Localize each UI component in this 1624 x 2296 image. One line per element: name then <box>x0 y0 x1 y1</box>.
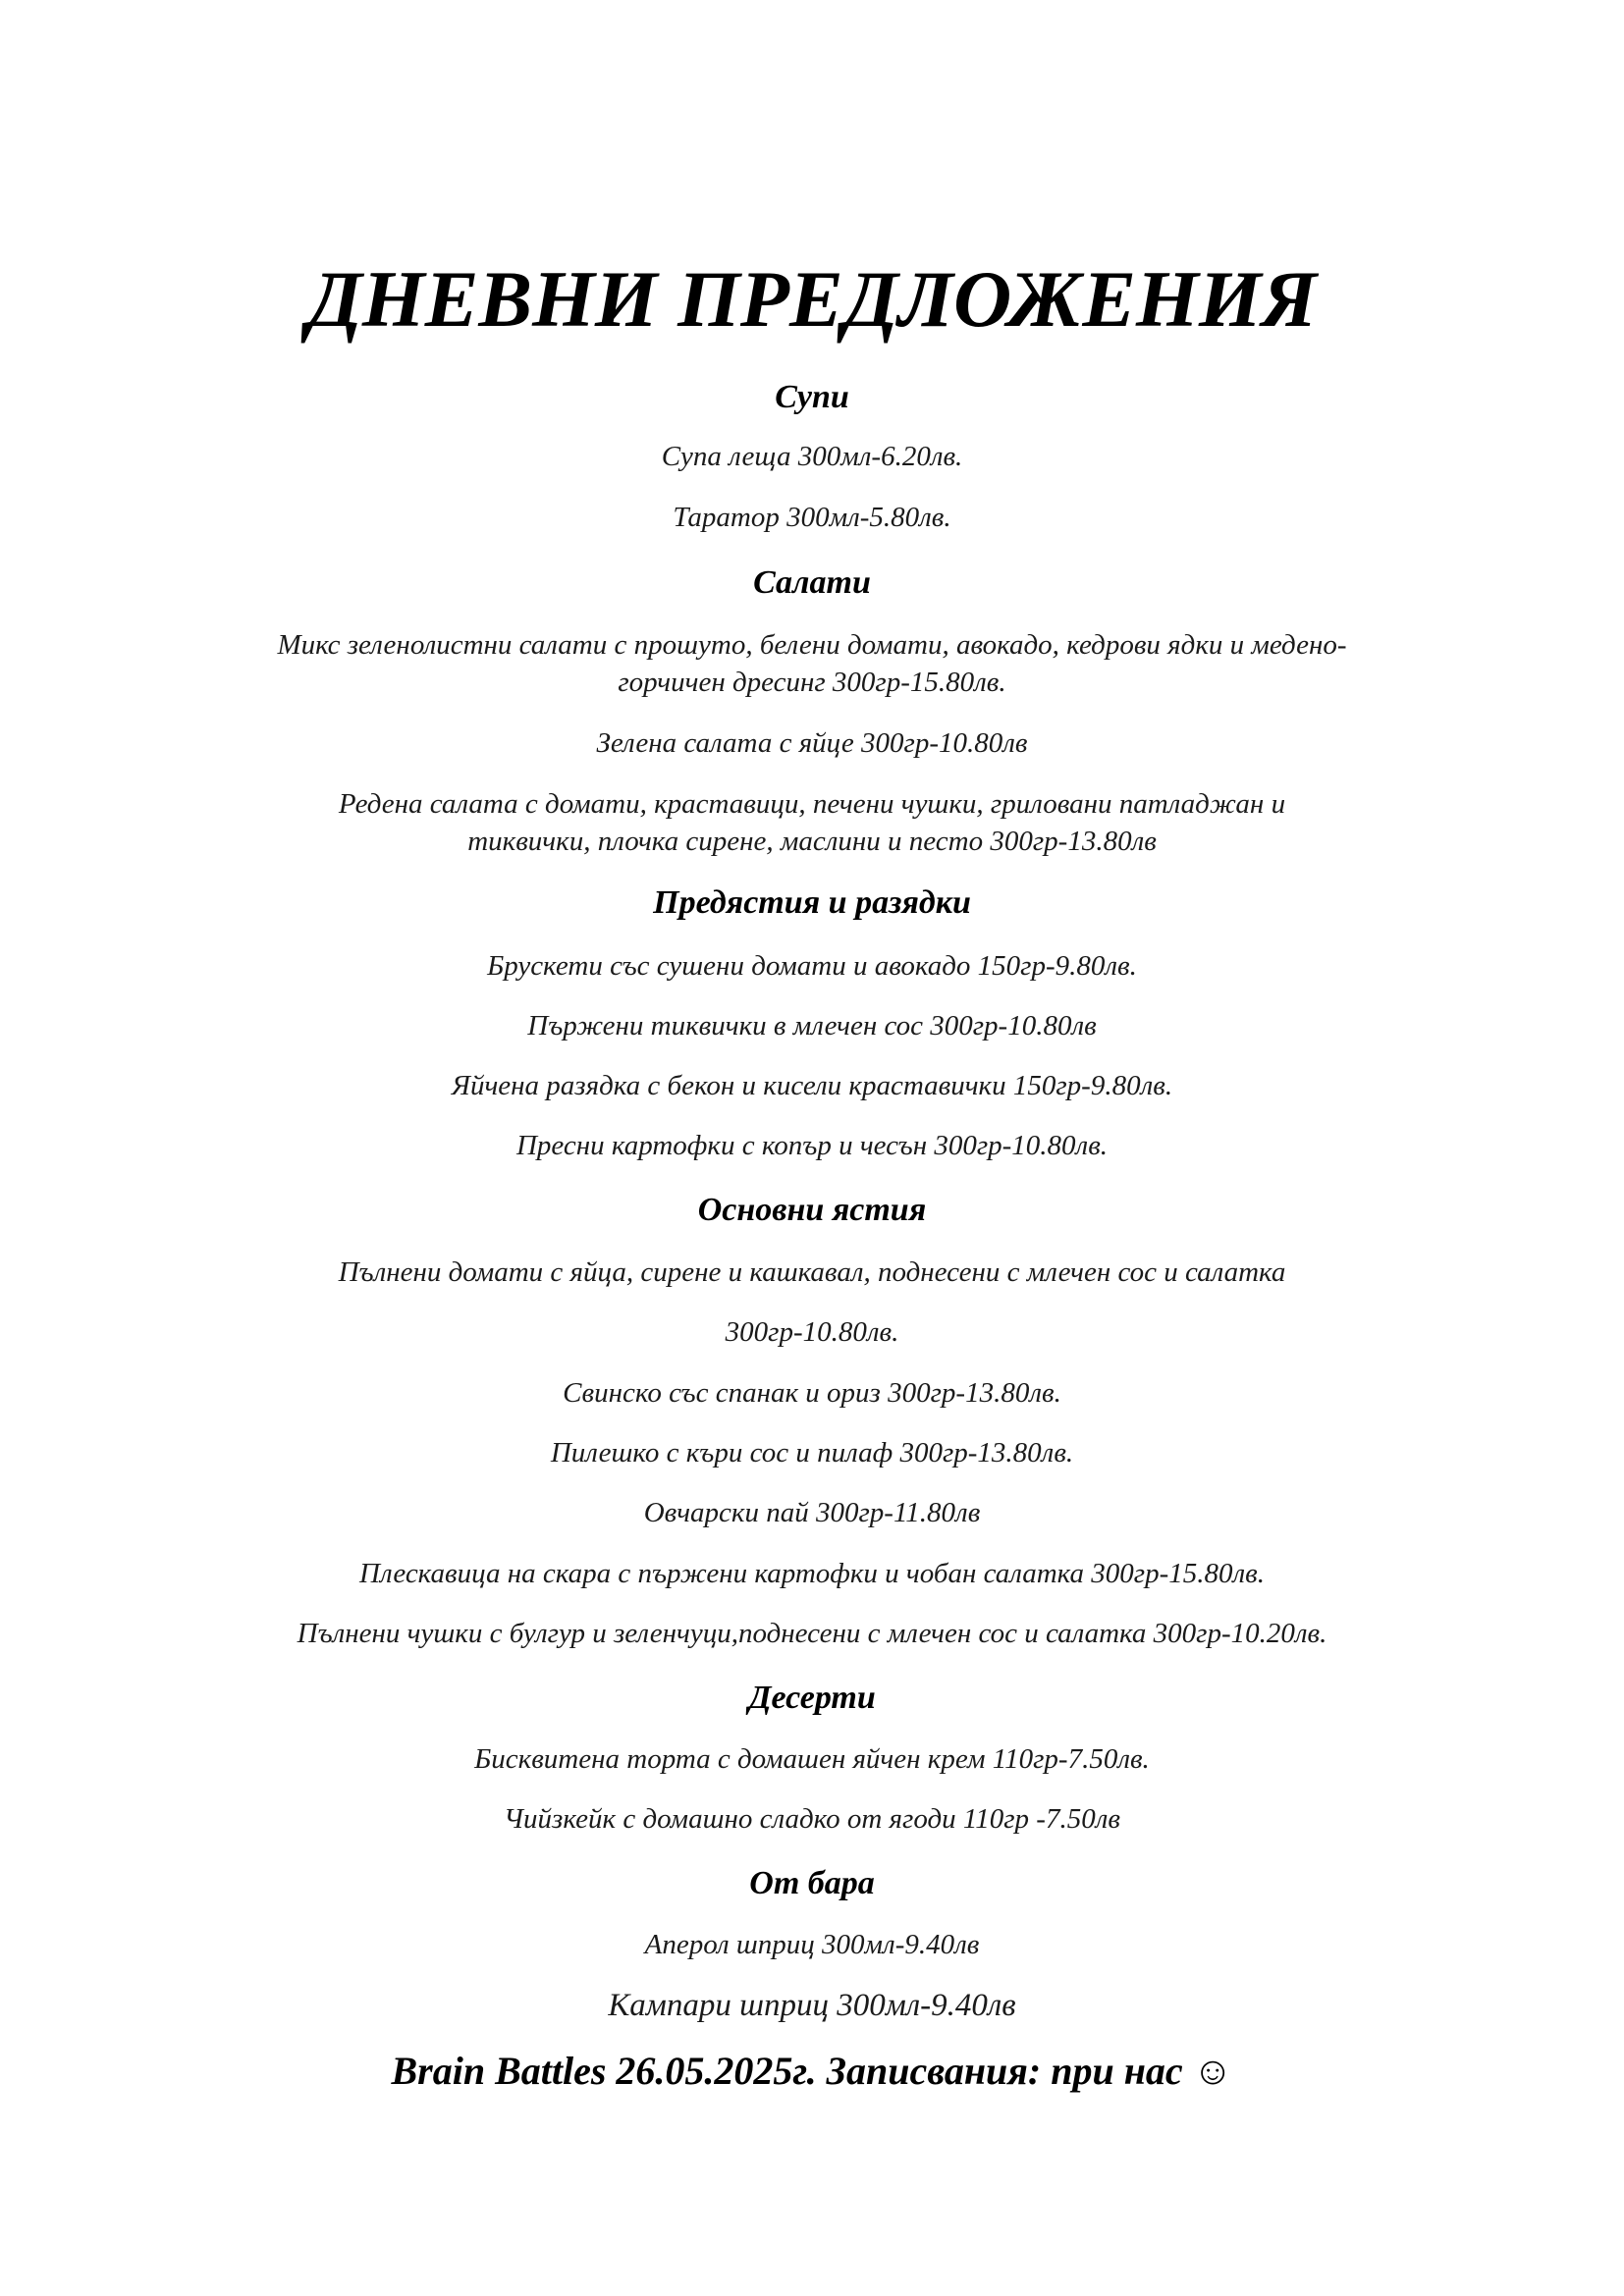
menu-item: Овчарски пай 300гр-11.80лв <box>643 1497 981 1528</box>
section-heading-bar: От бара <box>749 1865 875 1901</box>
menu-item: Пълнени домати с яйца, сирене и кашкавал, поднесени с млечен сос и салатка <box>338 1256 1286 1288</box>
section-heading-soups: Супи <box>775 379 849 415</box>
smiley-icon: ☺ <box>1192 2049 1233 2093</box>
menu-item: Пилешко с къри сос и пилаф 300гр-13.80лв. <box>550 1437 1074 1468</box>
menu-item: Кампари шприц 300мл-9.40лв <box>608 1988 1016 2023</box>
menu-item: Супа леща 300мл-6.20лв. <box>661 441 963 472</box>
section-heading-mains: Основни ястия <box>697 1192 927 1228</box>
section-heading-salads: Салати <box>753 564 871 601</box>
menu-item: Пълнени чушки с булгур и зеленчуци,поднесени с млечен сос и салатка 300гр-10.20лв. <box>297 1618 1327 1649</box>
menu-item: Бисквитена торта с домашен яйчен крем 110гр-7.50лв. <box>474 1743 1150 1775</box>
section-heading-desserts: Десерти <box>748 1680 876 1716</box>
menu-item: Аперол шприц 300мл-9.40лв <box>644 1929 980 1960</box>
menu-item: горчичен дресинг 300гр-15.80лв. <box>618 667 1006 698</box>
menu-item: Чийзкейк с домашно сладко от ягоди 110гр -7.50лв <box>504 1803 1120 1835</box>
menu-item: Редена салата с домати, краставици, печени чушки, гриловани патладжан и <box>338 788 1286 820</box>
section-heading-starters: Предястия и разядки <box>653 884 971 921</box>
event-announcement-text: Brain Battles 26.05.2025г. Записвания: при нас <box>391 2049 1183 2093</box>
menu-item: Свинско със спанак и ориз 300гр-13.80лв. <box>563 1377 1061 1409</box>
menu-item: Яйчена разядка с бекон и кисели краставички 150гр-9.80лв. <box>451 1070 1173 1101</box>
menu-item: Зелена салата с яйце 300гр-10.80лв <box>596 727 1028 759</box>
page-title: ДНЕВНИ ПРЕДЛОЖЕНИЯ <box>306 254 1318 344</box>
event-announcement <box>0 2047 1624 2096</box>
menu-item: 300гр-10.80лв. <box>725 1316 899 1348</box>
menu-item: Пресни картофки с копър и чесън 300гр-10.80лв. <box>515 1130 1109 1161</box>
menu-item: тиквички, плочка сирене, маслини и песто 300гр-13.80лв <box>467 826 1157 857</box>
menu-item: Пържени тиквички в млечен сос 300гр-10.80лв <box>527 1010 1097 1041</box>
menu-item: Плескавица на скара с пържени картофки и чобан салатка 300гр-15.80лв. <box>359 1558 1265 1589</box>
menu-item: Таратор 300мл-5.80лв. <box>673 502 951 533</box>
menu-item: Брускети със сушени домати и авокадо 150гр-9.80лв. <box>487 950 1137 982</box>
menu-item: Микс зеленолистни салати с прошуто, белени домати, авокадо, кедрови ядки и медено- <box>277 629 1347 661</box>
